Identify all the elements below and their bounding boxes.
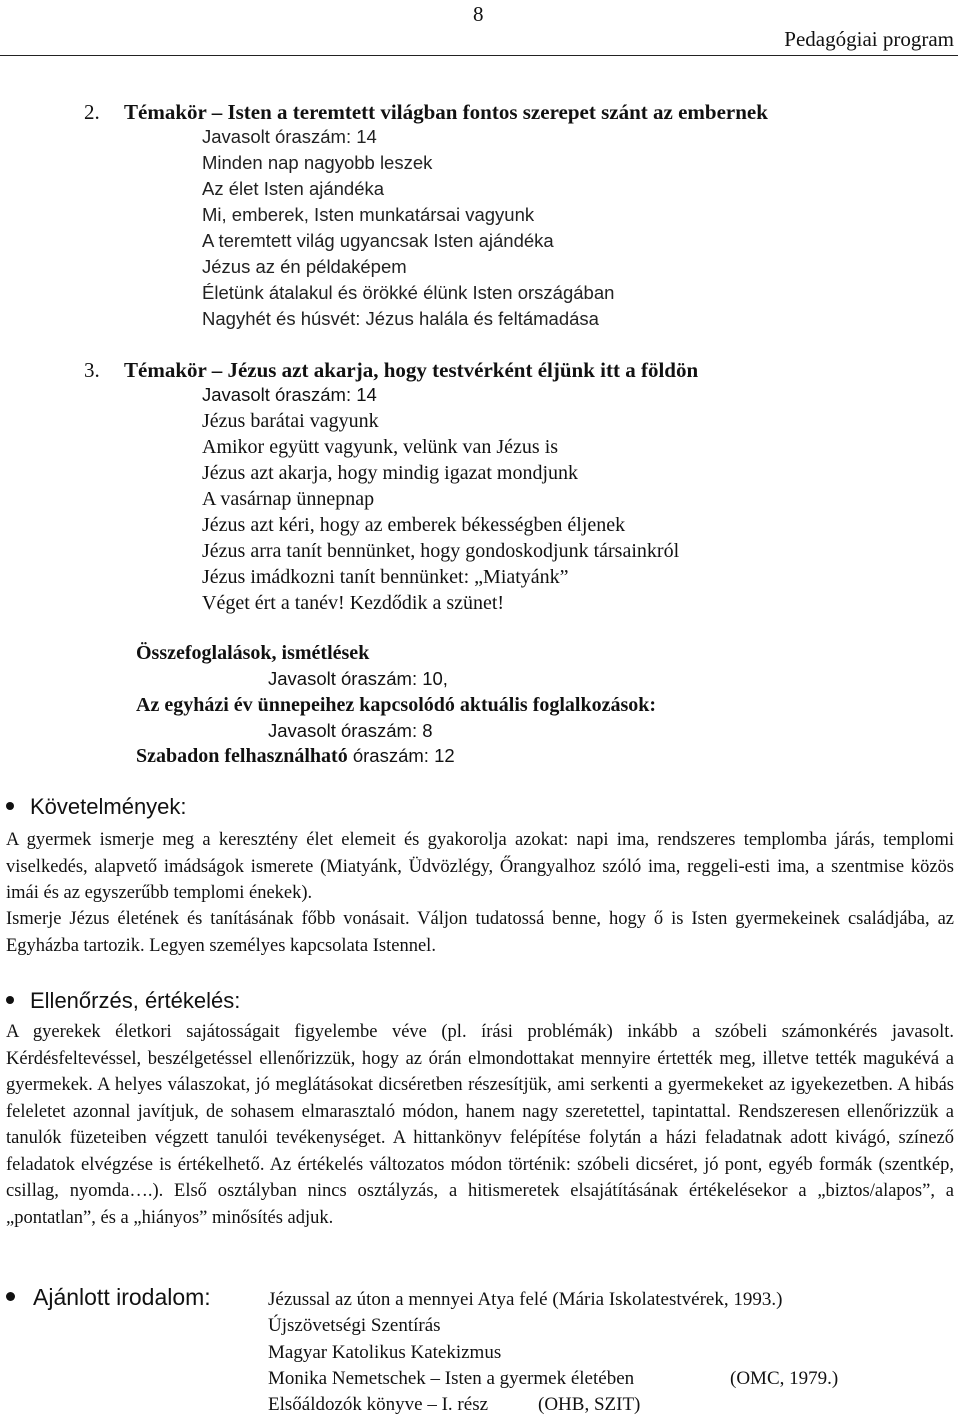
topic-3-line: Véget ért a tanév! Kezdődik a szünet!: [202, 592, 505, 614]
requirements-heading: Követelmények:: [6, 794, 187, 820]
bullet-icon: [6, 1292, 15, 1301]
topic-3-line: A vasárnap ünnepnap: [202, 488, 375, 510]
literature-item-extra: (OHB, SZIT): [538, 1394, 641, 1416]
topic-2-line: Nagyhét és húsvét: Jézus halála és feltámadása: [202, 308, 599, 329]
literature-item: Jézussal az úton a mennyei Atya felé (Mária Iskolatestvérek, 1993.): [268, 1289, 783, 1310]
evaluation-heading: Ellenőrzés, értékelés:: [6, 988, 240, 1014]
topic-2-lines: [202, 124, 614, 332]
bullet-icon: [6, 996, 14, 1004]
literature-item: Magyar Katolikus Katekizmus: [268, 1341, 502, 1363]
evaluation-paragraph: A gyerekek életkori sajátosságait figyelembe véve (pl. írási problémák) inkább a szóbeli számonkérés javasolt. Kérdésfeltevéssel, beszélgetéssel ellenőrizzük, hogy az órán elmondottakat mennyire értették meg, illetve tették magukévá a gyermekek. A helyes válaszokat, jó meglátásokat dicséretben részesítjük, ami serkenti a gyermekeket az igyekezetben. A hibás feleletet azonnal javítjuk, de sohasem elmarasztaló módon, hanem nagy szeretettel, tapintattal. Rendszeresen ellenőrizzük a tanulók füzeteiben végzett tanulói tevékenységet. A hittankönyv felépítése folytán a házi feladatnak adott kivágó, színező feladatok elvégzése is értékelhető. Az értékelés változatos módon történik: szóbeli dicséret, jó pont, egyéb formák (szentkép, csillag, nyomda….). Első osztályban nincs osztályzás, a hitismeretek elsajátításának értékelésekor a „biztos/alapos”, a „pontatlan”, és a „hiányos” minősítés adjuk.: [6, 1022, 954, 1228]
literature-item: Újszövetségi Szentírás: [268, 1315, 441, 1337]
literature-list: [268, 1287, 839, 1418]
requirements-paragraph-2: Ismerje Jézus életének és tanításának főbb vonásait. Váljon tudatossá benne, hogy ő is Isten gyermekeinek családjába, az Egyházba tartozik. Legyen személyes kapcsolata Istennel.: [6, 909, 954, 956]
page-number: 8: [473, 2, 484, 26]
topic-3-line: Jézus barátai vagyunk: [202, 410, 379, 432]
literature-heading: Ajánlott irodalom:: [6, 1284, 211, 1311]
topic-2-line: Az élet Isten ajándéka: [202, 178, 385, 199]
topic-2-line: Javasolt óraszám: 14: [202, 126, 377, 147]
review-hours: Javasolt óraszám: 10,: [268, 668, 448, 689]
church-year-heading: Az egyházi év ünnepeihez kapcsolódó aktuális foglalkozások:: [136, 694, 657, 716]
topic-3-line: Jézus azt kéri, hogy az emberek békességben éljenek: [202, 514, 626, 536]
topic-3-heading: Témakör – Jézus azt akarja, hogy testvérként éljünk itt a földön: [124, 358, 699, 382]
topic-2-line: Mi, emberek, Isten munkatársai vagyunk: [202, 204, 535, 225]
topic-2-number: 2.: [84, 100, 100, 124]
topic-2-line: Jézus az én példaképem: [202, 256, 407, 277]
requirements-paragraph-1: A gyermek ismerje meg a keresztény élet elemeit és gyakorolja azokat: napi ima, rendszeres templomba járás, templomi viselkedés, alapvető imádságok ismerete (Miatyánk, Üdvözlégy, Őrangyalhoz szóló ima, reggeli-esti ima, a szentmise közös imái és az egyszerűbb templomi énekek).: [6, 830, 954, 903]
topic-3-number: 3.: [84, 358, 100, 382]
topic-2-line: A teremtett világ ugyancsak Isten ajándéka: [202, 230, 554, 251]
free-hours: Szabadon felhasználható óraszám: 12: [136, 745, 455, 767]
review-heading: Összefoglalások, ismétlések: [136, 642, 370, 664]
header-rule: [0, 55, 958, 56]
literature-item: Monika Nemetschek – Isten a gyermek életében (OMC, 1979.): [268, 1366, 782, 1392]
topic-2-line: Életünk átalakul és örökké élünk Isten országában: [202, 282, 615, 303]
literature-item: Elsőáldozók könyve – I. rész (OHB, SZIT): [268, 1392, 782, 1418]
topic-3-lines: [202, 382, 679, 616]
topic-3-line: Javasolt óraszám: 14: [202, 384, 377, 405]
topic-3-line: Jézus arra tanít bennünket, hogy gondoskodjunk társainkról: [202, 540, 680, 562]
literature-item-extra: (OMC, 1979.): [730, 1367, 839, 1389]
topic-2-heading: Témakör – Isten a teremtett világban fontos szerepet szánt az embernek: [124, 100, 768, 124]
bullet-icon: [6, 802, 14, 810]
topic-3-line: Amikor együtt vagyunk, velünk van Jézus is: [202, 436, 559, 458]
church-year-hours: Javasolt óraszám: 8: [268, 720, 433, 741]
topic-3-line: Jézus azt akarja, hogy mindig igazat mondjunk: [202, 462, 579, 484]
topic-3-line: Jézus imádkozni tanít bennünket: „Miatyánk”: [202, 566, 569, 588]
topic-2-line: Minden nap nagyobb leszek: [202, 152, 433, 173]
header-title: Pedagógiai program: [784, 27, 954, 51]
